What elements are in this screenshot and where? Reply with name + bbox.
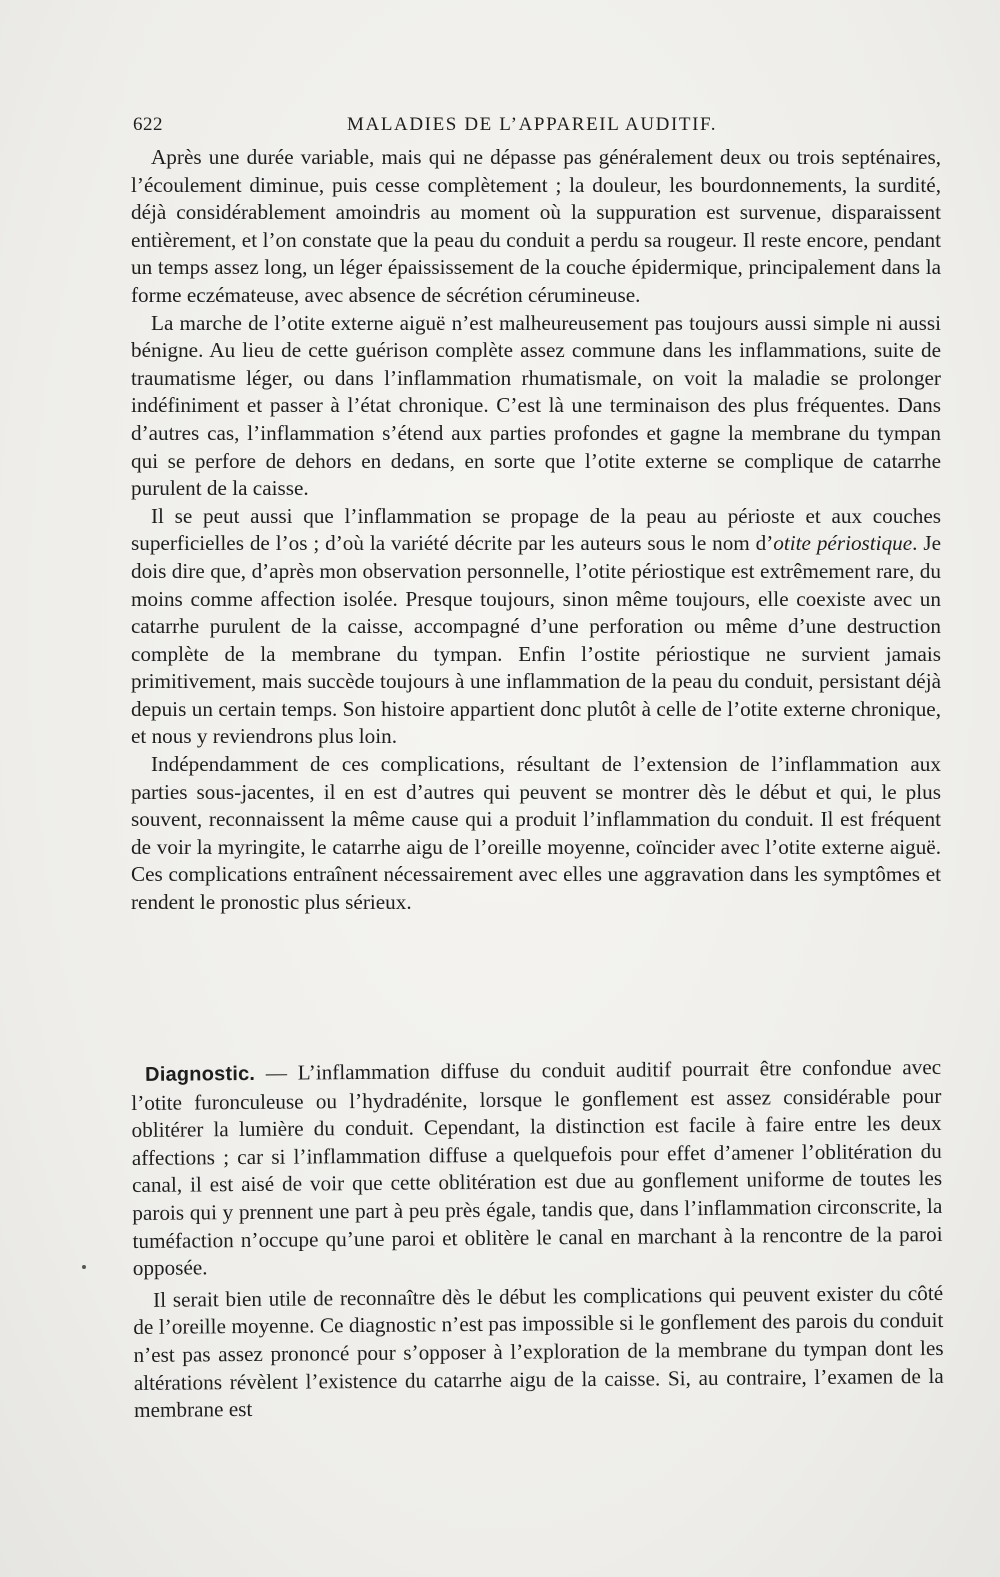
page-number: 622 <box>133 114 163 135</box>
running-title: MALADIES DE L’APPAREIL AUDITIF. <box>347 114 718 135</box>
section-heading-diagnostic: Diagnostic. <box>145 1062 256 1086</box>
body-text-top <box>131 144 941 917</box>
paragraph-diagnostic-text: — L’inflammation diffuse du conduit auditif pourrait être confondue avec l’otite furonculeuse ou l’hydradénite, lorsque le gonflement est assez considérable pour oblitérer la lumière du conduit. Cependant, la distinction est facile à faire entre les deux affections ; car si l’inflammation diffuse a quelquefois pour effet d’amener l’oblitération du canal, il est aisé de voir que cette oblitération est due au gonflement uniforme de toutes les parois qui y prennent une part à peu près égale, tandis que, dans l’inflammation circonscrite, la tuméfaction n’occupe qu’une paroi et oblitère le canal en marchant à la rencontre de la paroi opposée. <box>131 1054 943 1281</box>
term-otite-periostique: otite périostique <box>773 531 913 556</box>
paragraph-early-diagnosis: Il serait bien utile de reconnaître dès le début les complications qui peuvent exister du côté de l’oreille moyenne. Ce diagnostic n’est pas impossible si le gonflement des parois du conduit n’est pas assez prononcé pour s’opposer à l’exploration de la membrane du tympan dont les altérations révèlent l’existence du catarrhe aigu de la caisse. Si, au contraire, l’examen de la membrane est <box>133 1280 944 1423</box>
paragraph-healing: Après une durée variable, mais qui ne dépasse pas généralement deux ou trois septénaires, l’écoulement diminue, puis cesse complètement ; la douleur, les bourdonnements, la surdité, déjà considérablement amoindris au moment où la suppuration est survenue, disparaissent entièrement, et l’on constate que la peau du conduit a perdu sa rougeur. Il reste encore, pendant un temps assez long, un léger épaississement de la couche épidermique, principalement dans la forme eczémateuse, avec absence de sécrétion cérumineuse. <box>131 145 941 307</box>
paragraph-complications: Indépendamment de ces complications, résultant de l’extension de l’inflammation aux parties sous-jacentes, il en est d’autres qui peuvent se montrer dès le début et qui, le plus souvent, reconnaissent la même cause qui a produit l’inflammation du conduit. Il est fréquent de voir la myringite, le catarrhe aigu de l’oreille moyenne, coïncider avec l’otite externe aiguë. Ces complications entraînent nécessairement avec elles une aggravation dans les symptômes et rendent le pronostic plus sérieux. <box>131 752 941 915</box>
page-header <box>133 114 868 140</box>
paragraph-periostitis <box>131 503 941 751</box>
paragraph-periostitis-end: . Je dois dire que, d’après mon observation personnelle, l’otite périostique est extrêmement rare, du moins comme affection isolée. Presque toujours, sinon même toujours, elle coexiste avec un catarrhe purulent de la caisse, accompagné d’une perforation ou même d’une destruction complète de la membrane du tympan. Enfin l’ostite périostique ne survient jamais primitivement, mais succède toujours à une inflammation de la peau du conduit, persistant déjà depuis un certain temps. Son histoire appartient donc plutôt à celle de l’otite externe chronique, et nous y reviendrons plus loin. <box>131 531 941 749</box>
body-text-diagnostic <box>131 1054 944 1425</box>
margin-ink-spot <box>82 1265 86 1269</box>
paragraph-periostitis-start: Il se peut aussi que l’inflammation se propage de la peau au périoste et aux couches superficielles de l’os ; d’où la variété décrite par les auteurs sous le nom d’ <box>131 503 941 556</box>
paragraph-course: La marche de l’otite externe aiguë n’est malheureusement pas toujours aussi simple ni aussi bénigne. Au lieu de cette guérison complète assez commune dans les inflammations, suite de traumatisme léger, ou dans l’inflammation rhumatismale, on voit la maladie se prolonger indéfiniment et passer à l’état chronique. C’est là une terminaison des plus fréquentes. Dans d’autres cas, l’inflammation s’étend aux parties profondes et gagne la membrane du tympan qui se perfore de dehors en dedans, en sorte que l’otite externe se complique de catarrhe purulent de la caisse. <box>131 310 941 501</box>
paragraph-diagnostic <box>131 1054 943 1283</box>
